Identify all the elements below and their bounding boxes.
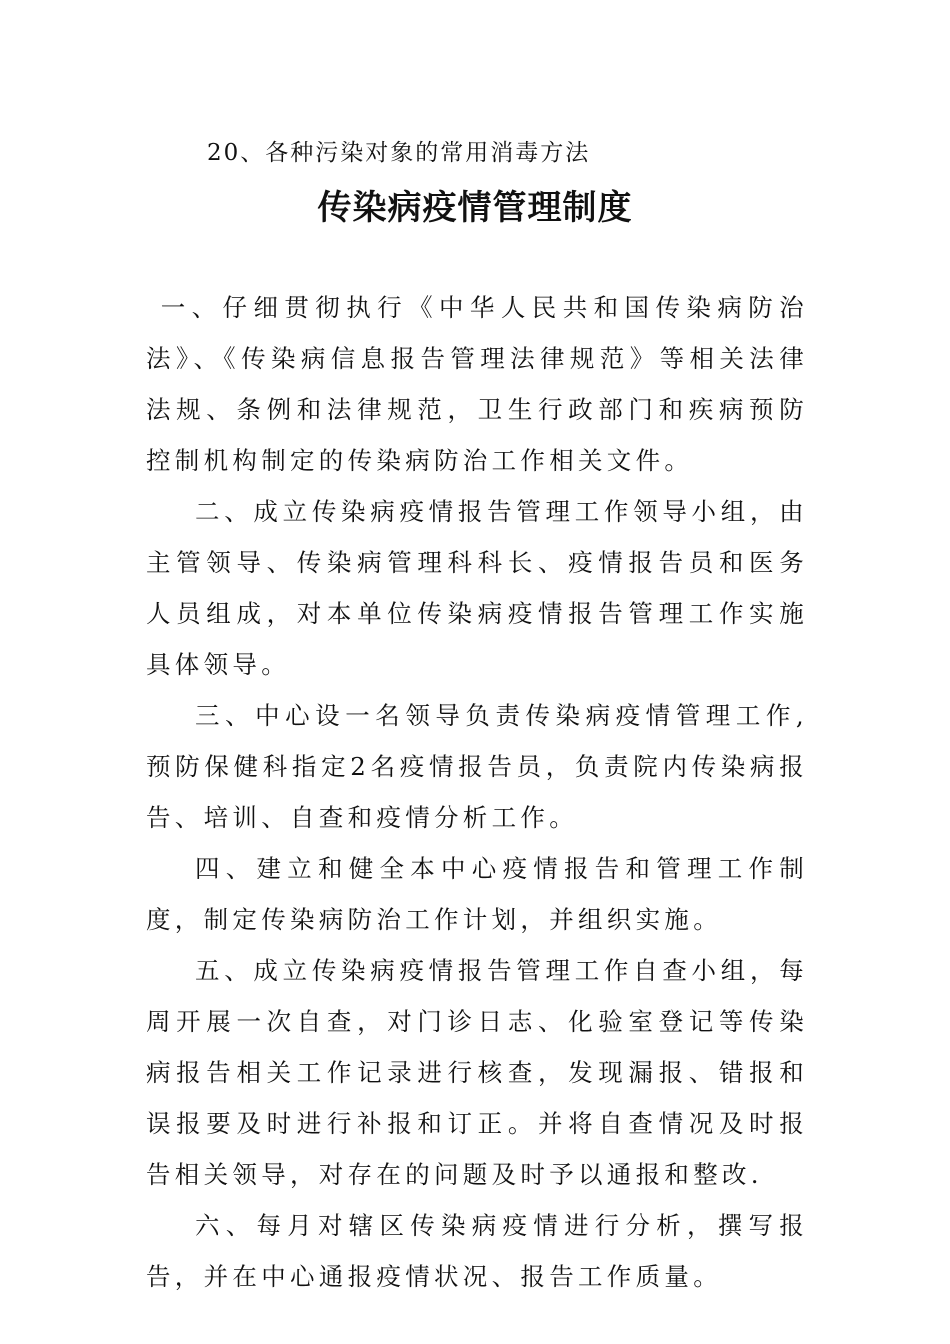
section-heading: 20、各种污染对象的常用消毒方法: [207, 140, 591, 166]
paragraph-5: 五、成立传染病疫情报告管理工作自查小组，每周开展一次自查，对门诊日志、化验室登记等传染病报告相关工作记录进行核查，发现漏报、错报和误报要及时进行补报和订正。并将自查情况及时报告相关领导，对存在的问题及时予以通报和整改.: [146, 956, 808, 1189]
paragraph-2: 二、成立传染病疫情报告管理工作领导小组，由主管领导、传染病管理科科长、疫情报告员和医务人员组成，对本单位传染病疫情报告管理工作实施具体领导。: [146, 497, 808, 679]
paragraph-6: 六、每月对辖区传染病疫情进行分析，撰写报告，并在中心通报疫情状况、报告工作质量。: [146, 1211, 808, 1291]
document-title: 传染病疫情管理制度: [317, 188, 633, 228]
document-body: [146, 282, 808, 1302]
paragraph-1: 一、仔细贯彻执行《中华人民共和国传染病防治法》、《传染病信息报告管理法律规范》等相关法律法规、条例和法律规范，卫生行政部门和疾病预防控制机构制定的传染病防治工作相关文件。: [146, 293, 808, 475]
paragraph-3: 三、中心设一名领导负责传染病疫情管理工作,预防保健科指定2名疫情报告员，负责院内传染病报告、培训、自查和疫情分析工作。: [146, 701, 808, 832]
paragraph-4: 四、建立和健全本中心疫情报告和管理工作制度，制定传染病防治工作计划，并组织实施。: [146, 854, 808, 934]
